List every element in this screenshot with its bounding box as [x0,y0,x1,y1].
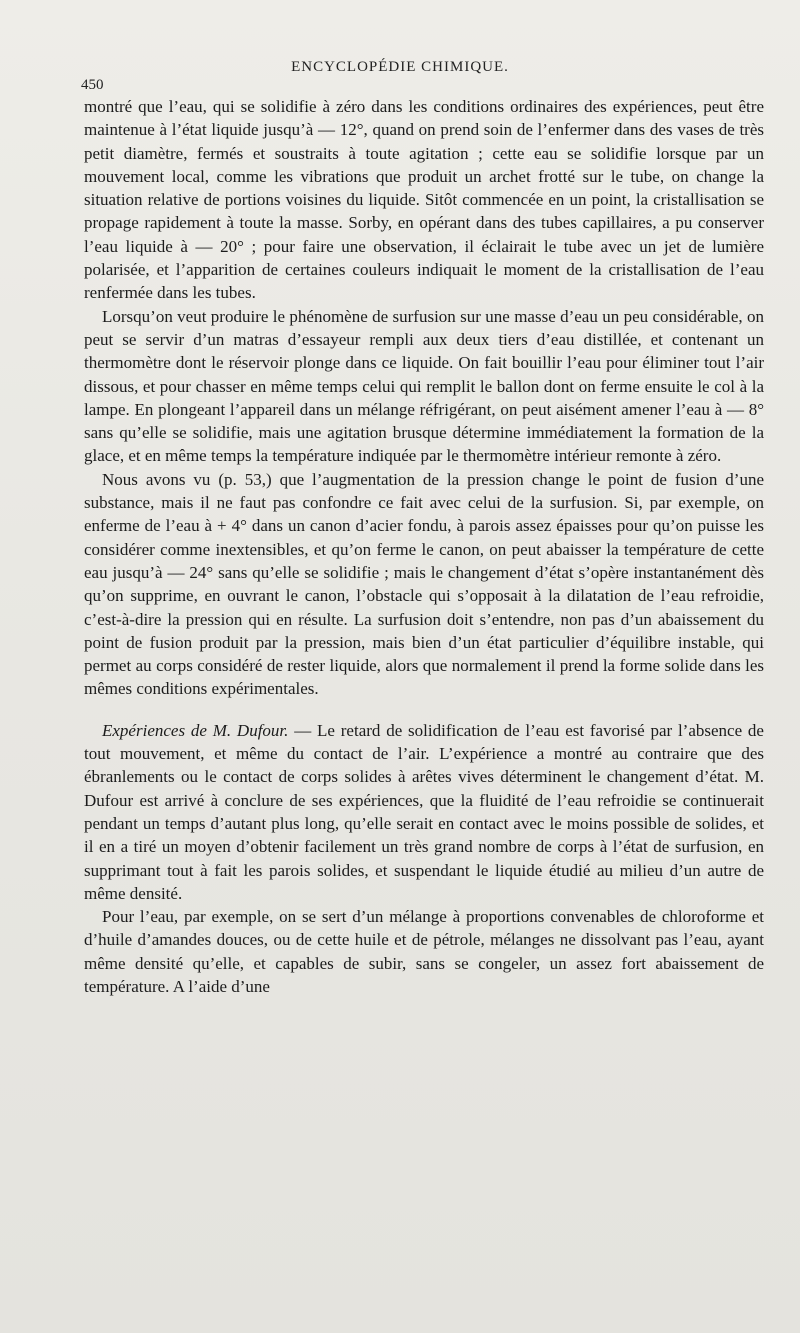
paragraph-pressure: Nous avons vu (p. 53,) que l’augmentation de la pression change le point de fusion d’une substance, mais il ne faut pas confondre ce fait avec celui de la surfusion. Si, par exemple, on enferme de l’eau à + 4° dans un canon d’acier fondu, à parois assez épaisses pour qu’on puisse les considérer comme inextensibles, et qu’on ferme le canon, on peut abaisser la température de cette eau jusqu’à — 24° sans qu’elle se solidifie ; mais le changement d’état s’opère instantanément dès qu’on supprime, en ouvrant le canon, l’obstacle qui s’opposait à la dilatation de l’eau refroidie, c’est-à-dire la pression qui en résulte. La surfusion doit s’entendre, non pas d’un abaissement du point de fusion produit par la pression, mais bien d’un état particulier d’équilibre instable, qui permet au corps considéré de rester liquide, alors que normalement il prend la forme solide dans les mêmes conditions expérimentales. [84,469,764,699]
paragraph-dufour-text: — Le retard de solidification de l’eau est favorisé par l’absence de tout mouvement, et même du contact de l’air. L’expérience a montré au contraire que des ébranlements ou le contact de corps solides à arêtes vives déterminent le changement d’état. M. Dufour est arrivé à conclure de ses expériences, que la fluidité de l’eau refroidie se continuerait pendant un temps d’autant plus long, qu’elle serait en contact avec le moins possible de solides, et il en a tiré un moyen d’obtenir facilement un très grand nombre de corps à l’état de surfusion, en supprimant tout à fait les parois solides, et suspendant le liquide étudié au milieu d’un autre de même densité. [84,720,764,903]
paragraph-dufour [84,719,764,905]
running-title: ENCYCLOPÉDIE CHIMIQUE. [291,59,509,75]
paragraph-surfusion-flask: Lorsqu’on veut produire le phénomène de surfusion sur une masse d’eau un peu considérable, on peut se servir d’un matras d’essayeur rempli aux deux tiers d’eau distillée, et contenant un thermomètre dont le réservoir plonge dans ce liquide. On fait bouillir l’eau pour éliminer tout l’air dissous, et pour chasser en même temps celui qui remplit le ballon dont on ferme ensuite le col à la lampe. En plongeant l’appareil dans un mélange réfrigérant, on peut aisément amener l’eau à — 8° sans qu’elle se solidifie, mais une agitation brusque détermine immédiatement la formation de la glace, et en même temps la température indiquée par le thermomètre intérieur remonte à zéro. [84,306,764,466]
paragraph-continued: montré que l’eau, qui se solidifie à zéro dans les conditions ordinaires des expériences, peut être maintenue à l’état liquide jusqu’à — 12°, quand on prend soin de l’enfermer dans des vases de très petit diamètre, fermés et soustraits à toute agitation ; cette eau se solidifie lorsque par un mouvement local, comme les vibrations que produit un archet frotté sur le tube, on change la situation relative de portions voisines du liquide. Sitôt commencée en un point, la cristallisation se propage rapidement à toute la masse. Sorby, en opérant dans des tubes capillaires, a pu conserver l’eau liquide à — 20° ; pour faire une observation, il éclairait le tube avec un jet de lumière polarisée, et l’apparition de certaines couleurs indiquait le moment de la cristallisation de l’eau renfermée dans les tubes. [84,97,764,303]
body-text [84,95,764,998]
section-lead-heading: Expériences de M. Dufour. [102,720,289,740]
paragraph-water-example: Pour l’eau, par exemple, on se sert d’un mélange à proportions convenables de chloroforme et d’huile d’amandes douces, ou de cette huile et de pétrole, mélanges ne dissolvant pas l’eau, ayant même densité qu’elle, et capables de subir, sans se congeler, un assez fort abaissement de température. A l’aide d’une [84,907,764,996]
page-number: 450 [81,77,104,93]
